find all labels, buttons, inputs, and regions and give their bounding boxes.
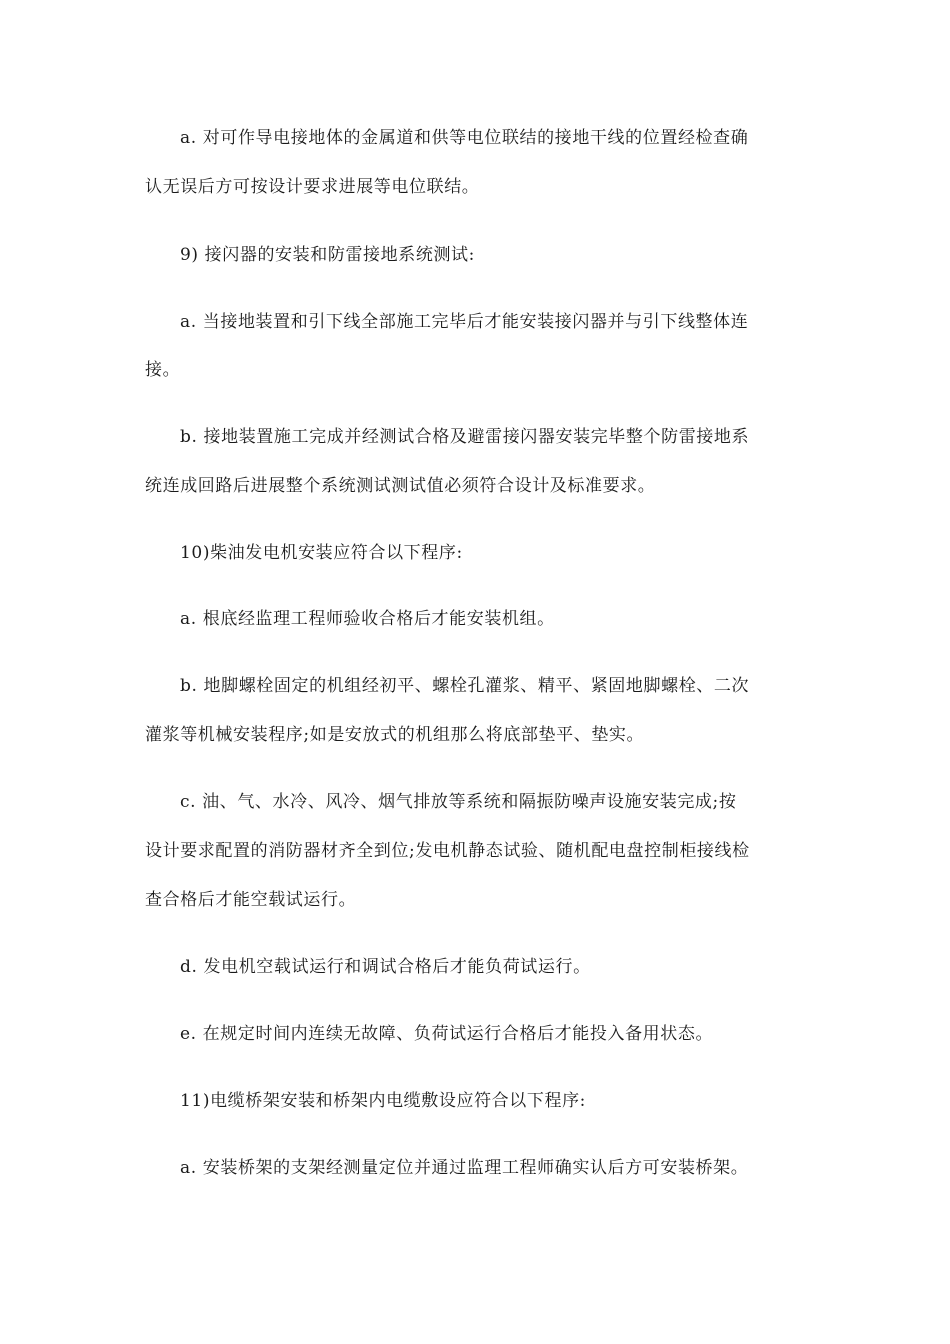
paragraph-line: a. 安装桥架的支架经测量定位并通过监理工程师确实认后方可安装桥架。 — [180, 1158, 749, 1178]
paragraph-line: d. 发电机空载试运行和调试合格后才能负荷试运行。 — [180, 957, 591, 977]
paragraph-line: 设计要求配置的消防器材齐全到位;发电机静态试验、随机配电盘控制柜接线检 — [145, 841, 750, 861]
section-heading: 9) 接闪器的安装和防雷接地系统测试: — [180, 245, 475, 265]
section-heading: 10)柴油发电机安装应符合以下程序: — [180, 543, 463, 563]
paragraph-line: 认无误后方可按设计要求进展等电位联结。 — [145, 177, 480, 197]
paragraph-line: e. 在规定时间内连续无故障、负荷试运行合格后才能投入备用状态。 — [180, 1024, 714, 1044]
paragraph-line: 统连成回路后进展整个系统测试测试值必须符合设计及标准要求。 — [145, 476, 656, 496]
paragraph-line: 查合格后才能空载试运行。 — [145, 890, 357, 910]
paragraph-line: a. 根底经监理工程师验收合格后才能安装机组。 — [180, 609, 555, 629]
paragraph-line: a. 对可作导电接地体的金属道和供等电位联结的接地干线的位置经检查确 — [180, 128, 749, 148]
section-heading: 11)电缆桥架安装和桥架内电缆敷设应符合以下程序: — [180, 1091, 586, 1111]
paragraph-line: b. 接地装置施工完成并经测试合格及避雷接闪器安装完毕整个防雷接地系 — [180, 427, 750, 447]
paragraph-line: 接。 — [145, 360, 181, 380]
paragraph-line: a. 当接地装置和引下线全部施工完毕后才能安装接闪器并与引下线整体连 — [180, 312, 749, 332]
paragraph-line: c. 油、气、水冷、风冷、烟气排放等系统和隔振防噪声设施安装完成;按 — [180, 792, 737, 812]
paragraph-line: b. 地脚螺栓固定的机组经初平、螺栓孔灌浆、精平、紧固地脚螺栓、二次 — [180, 676, 750, 696]
paragraph-line: 灌浆等机械安装程序;如是安放式的机组那么将底部垫平、垫实。 — [145, 725, 645, 745]
